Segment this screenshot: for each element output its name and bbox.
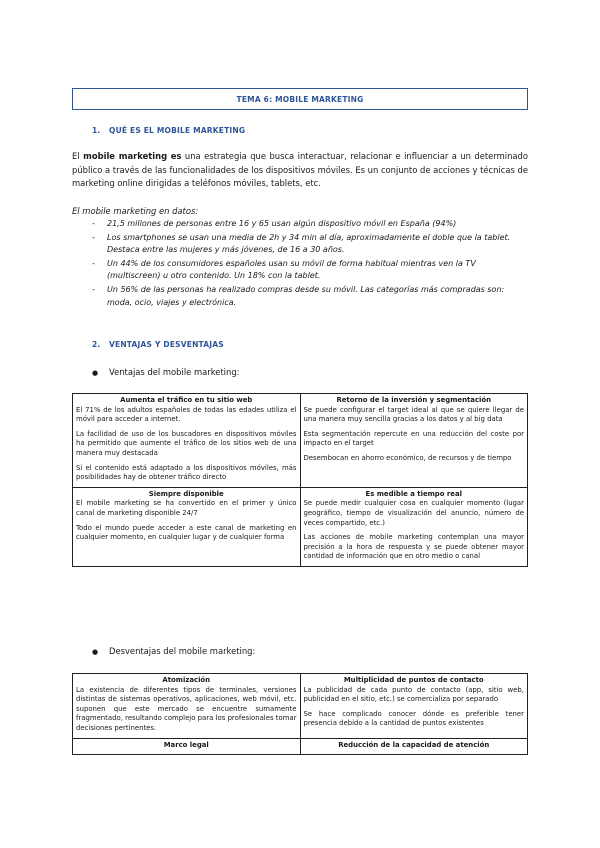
disadvantages-table	[72, 673, 528, 755]
table-cell-roi	[300, 394, 528, 488]
advantages-heading-text: Ventajas del mobile marketing:	[109, 367, 240, 377]
list-item	[92, 232, 528, 257]
cell-title: Retorno de la inversión y segmentación	[336, 396, 492, 404]
cell-title: Atomización	[162, 676, 211, 684]
table-row	[73, 674, 528, 739]
intro-term: mobile marketing es	[83, 151, 182, 161]
disadvantages-heading-text: Desventajas del mobile marketing:	[109, 646, 256, 656]
cell-paragraph: Esta segmentación repercute en una reducción del coste por impacto en el target	[303, 429, 524, 448]
table-row	[73, 738, 528, 755]
list-item-text: Un 56% de las personas ha realizado compras desde su móvil. Las categorías más compradas son: moda, ocio, viajes y electrónica.	[107, 284, 505, 307]
cell-paragraph: Desembocan en ahorro económico, de recursos y de tiempo	[303, 453, 512, 462]
section-title: VENTAJAS Y DESVENTAJAS	[109, 340, 224, 349]
cell-paragraph: Se puede configurar el target ideal al que se quiere llegar de una manera muy sencilla gracias a los datos y al big data	[303, 405, 524, 424]
cell-paragraph: La facilidad de uso de los buscadores en dispositivos móviles ha permitido que aumente el tráfico de los sitios web de una manera muy destacada	[76, 429, 297, 457]
section-number: 2.	[92, 340, 101, 349]
bullet-icon: ●	[92, 648, 99, 656]
bullet-icon: ●	[92, 369, 99, 377]
advantages-table	[72, 393, 528, 567]
cell-paragraph: Las acciones de mobile marketing contemplan una mayor precisión a la hora de respuesta y se puede obtener mayor cantidad de información que en otro medio o canal	[303, 533, 524, 561]
disadvantages-heading	[92, 646, 255, 656]
section-number: 1.	[92, 126, 101, 135]
table-row	[73, 487, 528, 566]
table-row	[73, 394, 528, 488]
section-title: QUÉ ES EL MOBILE MARKETING	[109, 126, 246, 135]
table-cell-measurable	[300, 487, 528, 566]
section-heading-pros-cons	[92, 340, 224, 349]
intro-lead: El	[72, 151, 84, 161]
cell-paragraph: Si el contenido está adaptado a los dispositivos móviles, más posibilidades hay de obtener tráfico directo	[76, 463, 297, 482]
data-list-title: El mobile marketing en datos:	[72, 206, 199, 216]
cell-title: Es medible a tiempo real	[365, 489, 462, 498]
cell-title: Marco legal	[163, 740, 209, 749]
document-title: TEMA 6: MOBILE MARKETING	[72, 88, 528, 110]
section-heading-what-is	[92, 126, 245, 135]
table-cell-legal	[73, 738, 301, 755]
table-cell-atomization	[73, 674, 301, 739]
dash-marker: -	[92, 284, 95, 294]
list-item	[92, 258, 528, 283]
cell-paragraph: Todo el mundo puede acceder a este canal de marketing en cualquier momento, en cualquier lugar y de cualquier forma	[76, 523, 297, 542]
cell-paragraph: El 71% de los adultos españoles de todas las edades utiliza el móvil para acceder a internet.	[76, 405, 297, 424]
table-cell-touchpoints	[300, 674, 528, 739]
cell-paragraph: La existencia de diferentes tipos de terminales, versiones distintas de sistemas operativos, aplicaciones, web móvil, etc. suponen que este mercado se encuentre sumamente fragmentado, resultando complejo para los profesionales tomar decisiones pertinentes.	[76, 685, 297, 732]
list-item-text: 21,5 millones de personas entre 16 y 65 usan algún dispositivo móvil en España (94%)	[107, 219, 457, 228]
list-item	[92, 218, 528, 231]
cell-title: Reducción de la capacidad de atención	[338, 740, 490, 749]
advantages-heading	[92, 367, 239, 377]
dash-marker: -	[92, 219, 95, 228]
cell-paragraph: Se puede medir cualquier cosa en cualquier momento (lugar geográfico, tiempo de visualización del anuncio, número de veces compartido, etc.)	[303, 499, 524, 527]
cell-paragraph: Se hace complicado conocer dónde es preferible tener presencia debido a la cantidad de puntos existentes	[303, 709, 524, 728]
dash-marker: -	[92, 258, 95, 268]
dash-marker: -	[92, 232, 95, 242]
list-item	[92, 284, 528, 309]
cell-title: Aumenta el tráfico en tu sitio web	[120, 396, 253, 404]
list-item-text: Un 44% de los consumidores españoles usan su móvil de forma habitual mientras ven la TV (multiscreen) u otro contenido. Un 18% con la tablet.	[107, 258, 476, 281]
table-cell-traffic	[73, 394, 301, 488]
table-cell-always-available	[73, 487, 301, 566]
cell-title: Siempre disponible	[148, 489, 224, 498]
intro-paragraph	[72, 150, 528, 191]
intro-rest: una estrategia que busca interactuar, relacionar e influenciar a un determinado público a través de las funcionalidades de los dispositivos móviles. Es un conjunto de acciones y técnicas de marketing online dirigidas a teléfonos móviles, tablets, etc.	[72, 151, 528, 188]
cell-title: Multiplicidad de puntos de contacto	[343, 676, 484, 684]
cell-paragraph: El mobile marketing se ha convertido en el primer y único canal de marketing disponible 24/7	[76, 499, 297, 517]
list-item-text: Los smartphones se usan una media de 2h y 34 min al día, aproximadamente el doble que la tablet. Destaca entre las mujeres y más jóvenes, de 16 a 30 años.	[107, 232, 511, 255]
table-cell-attention	[300, 738, 528, 755]
cell-paragraph: La publicidad de cada punto de contacto (app, sitio web, publicidad en el sitio, etc.) se comercializa por separado	[303, 685, 524, 704]
data-list	[92, 218, 528, 310]
